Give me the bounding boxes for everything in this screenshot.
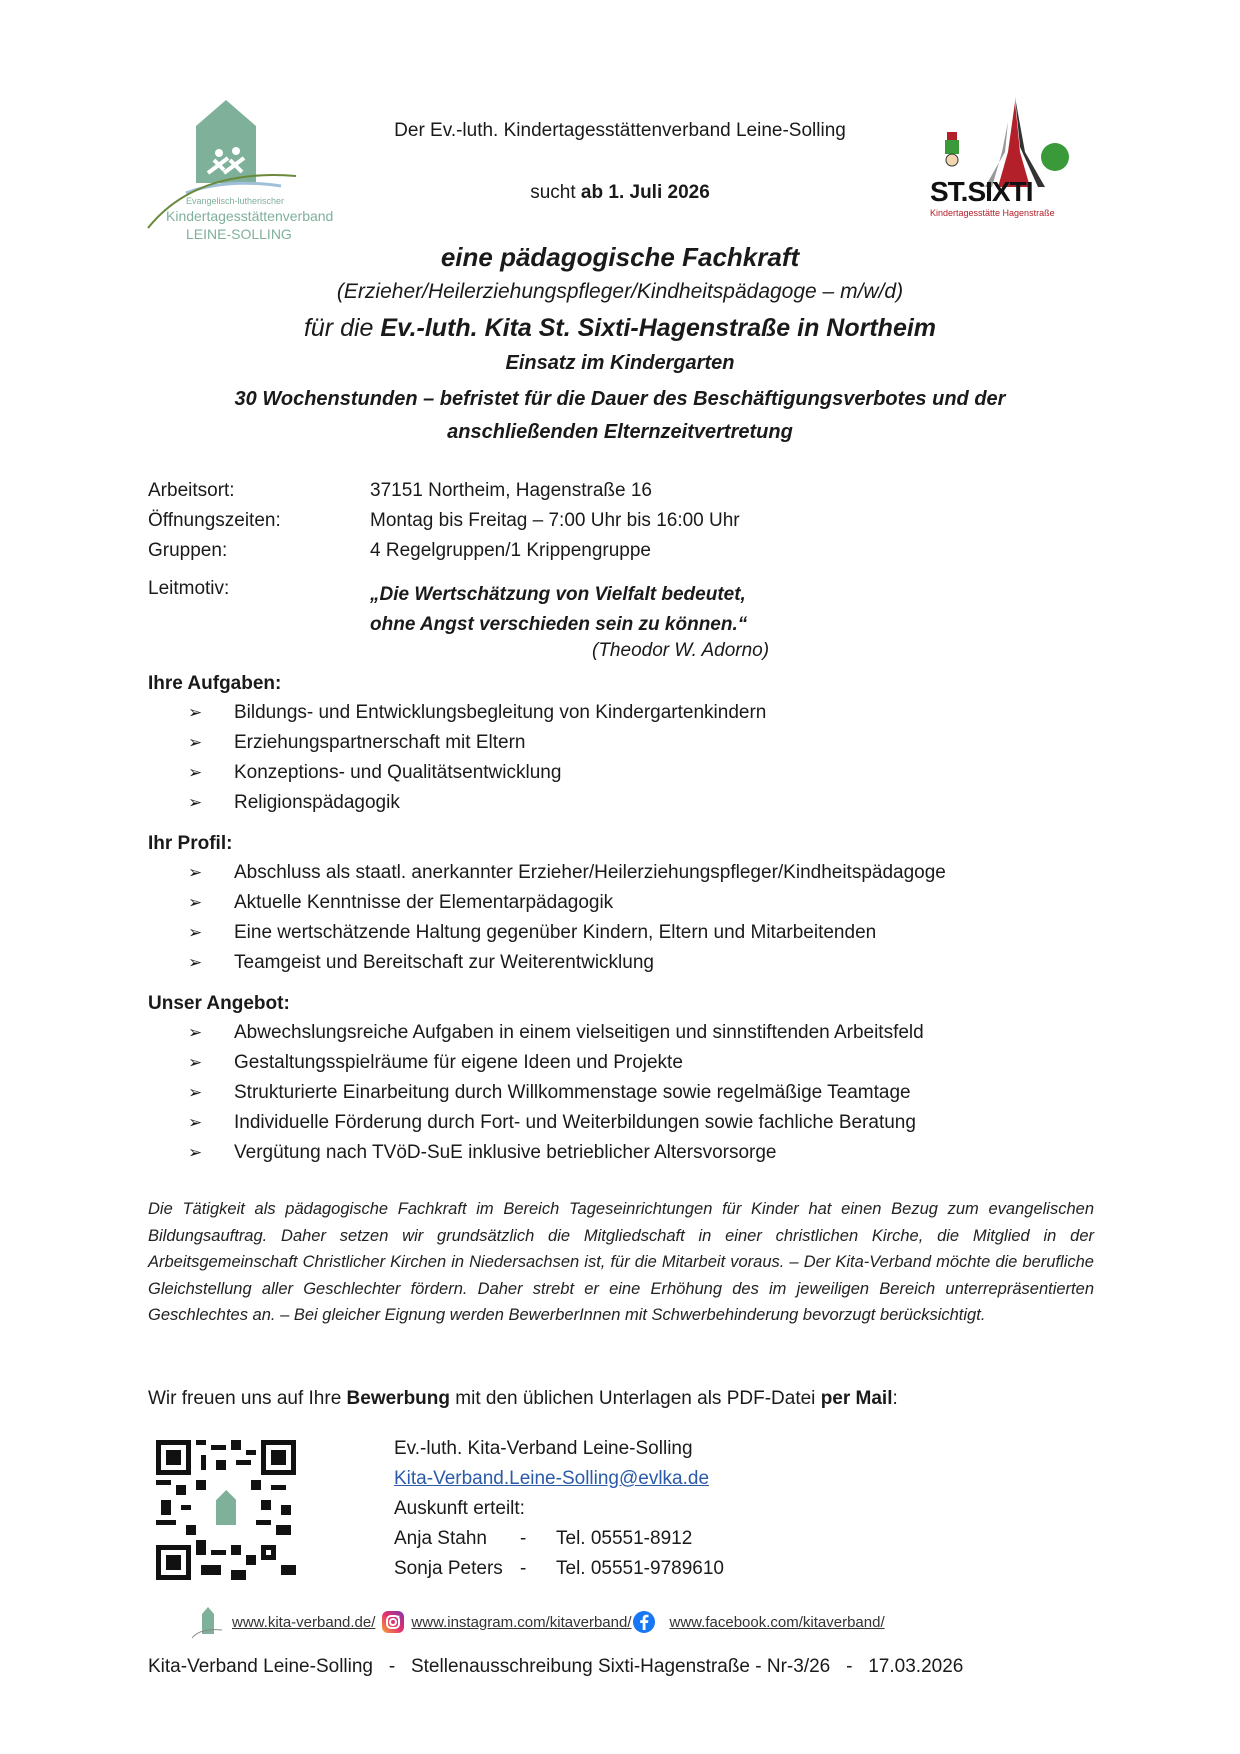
info-value: 4 Regelgruppen/1 Krippengruppe bbox=[370, 540, 651, 561]
person-phone: Tel. 05551-9789610 bbox=[556, 1558, 724, 1579]
page-footer: Kita-Verband Leine-Solling - Stellenausschreibung Sixti-Hagenstraße - Nr-3/26 - 17.03.2026 bbox=[148, 1656, 964, 1677]
section-heading: Unser Angebot: bbox=[148, 993, 290, 1014]
arrow-bullet-icon: ➢ bbox=[188, 793, 203, 812]
arrow-bullet-icon: ➢ bbox=[188, 703, 203, 722]
info-label: Arbeitsort: bbox=[148, 480, 235, 501]
motto-author: (Theodor W. Adorno) bbox=[592, 640, 770, 661]
section-heading: Ihre Aufgaben: bbox=[148, 673, 282, 694]
sucht-label: sucht bbox=[530, 182, 581, 203]
contact-person bbox=[394, 1524, 724, 1554]
qr-code-icon bbox=[156, 1440, 296, 1580]
arrow-bullet-icon: ➢ bbox=[188, 1083, 203, 1102]
arrow-bullet-icon: ➢ bbox=[188, 863, 203, 882]
arrow-bullet-icon: ➢ bbox=[188, 763, 203, 782]
info-label: Gruppen: bbox=[148, 540, 228, 561]
list-item bbox=[148, 698, 1108, 728]
item-text: Individuelle Förderung durch Fort- und Weiterbildungen sowie fachliche Beratung bbox=[234, 1112, 916, 1133]
list-item bbox=[148, 728, 1108, 758]
list-item bbox=[148, 858, 1108, 888]
arrow-bullet-icon: ➢ bbox=[188, 1113, 203, 1132]
list-item bbox=[148, 918, 1108, 948]
item-text: Erziehungspartnerschaft mit Eltern bbox=[234, 732, 526, 753]
list-item bbox=[148, 1108, 1108, 1138]
assignment: Einsatz im Kindergarten bbox=[505, 352, 735, 374]
section-profil bbox=[148, 830, 1108, 978]
logo-name: ST.SIXTI bbox=[930, 176, 1033, 207]
facebook-link[interactable]: www.facebook.com/kitaverband/ bbox=[669, 1613, 885, 1631]
item-text: Vergütung nach TVöD-SuE inklusive betrieblicher Altersvorsorge bbox=[234, 1142, 777, 1163]
list-item bbox=[148, 1048, 1108, 1078]
workplace-line bbox=[0, 314, 1240, 343]
logo-line1: Evangelisch-lutherischer bbox=[186, 196, 285, 206]
separator: - bbox=[520, 1528, 527, 1549]
hours-line-1: 30 Wochenstunden – befristet für die Dauer des Beschäftigungsverbotes und der bbox=[234, 388, 1006, 410]
workplace-name: Ev.-luth. Kita St. Sixti-Hagenstraße in Northeim bbox=[380, 314, 937, 342]
list-item bbox=[148, 1078, 1108, 1108]
email-link[interactable]: Kita-Verband.Leine-Solling@evlka.de bbox=[394, 1468, 710, 1489]
info-value: 37151 Northeim, Hagenstraße 16 bbox=[370, 480, 652, 501]
section-angebot bbox=[148, 990, 1108, 1168]
kita-house-icon bbox=[190, 1604, 226, 1640]
separator: - bbox=[520, 1558, 527, 1579]
motto-line-2: ohne Angst verschieden sein zu können.“ bbox=[370, 614, 748, 635]
contact-person bbox=[394, 1554, 724, 1584]
item-text: Bildungs- und Entwicklungsbegleitung von Kindergartenkindern bbox=[234, 702, 767, 723]
list-item bbox=[148, 888, 1108, 918]
social-links bbox=[190, 1604, 891, 1640]
position-roles: (Erzieher/Heilerziehungspfleger/Kindheitspädagoge – m/w/d) bbox=[336, 280, 904, 303]
list-item bbox=[148, 1018, 1108, 1048]
list-item bbox=[148, 948, 1108, 978]
contact-org: Ev.-luth. Kita-Verband Leine-Solling bbox=[394, 1438, 693, 1459]
section-aufgaben bbox=[148, 670, 1108, 818]
person-name: Sonja Peters bbox=[394, 1558, 503, 1579]
start-date: ab 1. Juli 2026 bbox=[580, 182, 710, 203]
apply-text: Wir freuen uns auf Ihre bbox=[148, 1388, 347, 1409]
list-item bbox=[148, 788, 1108, 818]
instagram-icon[interactable] bbox=[381, 1610, 405, 1634]
apply-bold: Bewerbung bbox=[346, 1388, 450, 1409]
position-title: eine pädagogische Fachkraft bbox=[440, 242, 800, 272]
item-text: Gestaltungsspielräume für eigene Ideen und Projekte bbox=[234, 1052, 683, 1073]
person-name: Anja Stahn bbox=[394, 1528, 487, 1549]
application-call bbox=[148, 1388, 898, 1410]
qr-code[interactable] bbox=[156, 1440, 296, 1580]
contact-info-label: Auskunft erteilt: bbox=[394, 1498, 525, 1519]
info-row bbox=[148, 506, 1048, 536]
item-text: Strukturierte Einarbeitung durch Willkommenstage sowie regelmäßige Teamtage bbox=[234, 1082, 911, 1103]
logo-line3: LEINE-SOLLING bbox=[186, 226, 292, 242]
instagram-link[interactable]: www.instagram.com/kitaverband/ bbox=[411, 1613, 632, 1631]
section-heading: Ihr Profil: bbox=[148, 833, 233, 854]
info-row bbox=[148, 476, 1048, 506]
arrow-bullet-icon: ➢ bbox=[188, 893, 203, 912]
arrow-bullet-icon: ➢ bbox=[188, 953, 203, 972]
info-value: Montag bis Freitag – 7:00 Uhr bis 16:00 Uhr bbox=[370, 510, 740, 531]
item-text: Konzeptions- und Qualitätsentwicklung bbox=[234, 762, 562, 783]
item-text: Aktuelle Kenntnisse der Elementarpädagogik bbox=[234, 892, 614, 913]
logo-line2: Kindertagesstättenverband bbox=[166, 208, 334, 224]
apply-bold: per Mail bbox=[820, 1388, 893, 1409]
disclaimer-paragraph: Die Tätigkeit als pädagogische Fachkraft im Bereich Tageseinrichtungen für Kinder hat einen Bezug zum evangelischen Bildungsauftrag. Daher setzen wir grundsätzlich die Mitgliedschaft in einer christlichen Kirche, die Mitglied in der Arbeitsgemeinschaft Christlicher Kirchen in Niedersachsen ist, für die Mitarbeit voraus. – Der Kita-Verband möchte die berufliche Gleichstellung aller Geschlechter fördern. Daher strebt er eine Erhöhung des im jeweiligen Bereich unterrepräsentierten Geschlechtes an. – Bei gleicher Eignung werden BewerberInnen mit Schwerbehinderung bevorzugt berücksichtigt. bbox=[148, 1200, 1094, 1324]
hours-line-2: anschließenden Elternzeitvertretung bbox=[447, 421, 793, 443]
start-date-line bbox=[0, 182, 1240, 204]
item-text: Abwechslungsreiche Aufgaben in einem vielseitigen und sinnstiftenden Arbeitsfeld bbox=[234, 1022, 924, 1043]
arrow-bullet-icon: ➢ bbox=[188, 923, 203, 942]
info-row bbox=[148, 536, 1048, 566]
website-link[interactable]: www.kita-verband.de/ bbox=[232, 1613, 376, 1631]
facebook-icon[interactable] bbox=[632, 1610, 656, 1634]
apply-text: mit den üblichen Unterlagen als PDF-Datei bbox=[450, 1388, 821, 1409]
apply-text: : bbox=[892, 1388, 898, 1409]
arrow-bullet-icon: ➢ bbox=[188, 733, 203, 752]
intro-text: Der Ev.-luth. Kindertagesstättenverband Leine-Solling bbox=[394, 120, 846, 141]
info-label: Leitmotiv: bbox=[148, 578, 230, 599]
arrow-bullet-icon: ➢ bbox=[188, 1143, 203, 1162]
contact-block bbox=[394, 1434, 724, 1584]
logo-subtitle: Kindertagesstätte Hagenstraße bbox=[930, 208, 1055, 218]
motto-line-1: „Die Wertschätzung von Vielfalt bedeutet, bbox=[370, 584, 746, 605]
item-text: Religionspädagogik bbox=[234, 792, 400, 813]
item-text: Teamgeist und Bereitschaft zur Weiterentwicklung bbox=[234, 952, 654, 973]
arrow-bullet-icon: ➢ bbox=[188, 1053, 203, 1072]
for-prefix: für die bbox=[303, 314, 381, 342]
item-text: Eine wertschätzende Haltung gegenüber Kindern, Eltern und Mitarbeitenden bbox=[234, 922, 877, 943]
list-item bbox=[148, 1138, 1108, 1168]
hours-description bbox=[0, 383, 1240, 449]
info-label: Öffnungszeiten: bbox=[148, 510, 281, 531]
motto-quote bbox=[370, 580, 747, 640]
person-phone: Tel. 05551-8912 bbox=[556, 1528, 693, 1549]
arrow-bullet-icon: ➢ bbox=[188, 1023, 203, 1042]
list-item bbox=[148, 758, 1108, 788]
item-text: Abschluss als staatl. anerkannter Erzieher/Heilerziehungspfleger/Kindheitspädagoge bbox=[234, 862, 946, 883]
